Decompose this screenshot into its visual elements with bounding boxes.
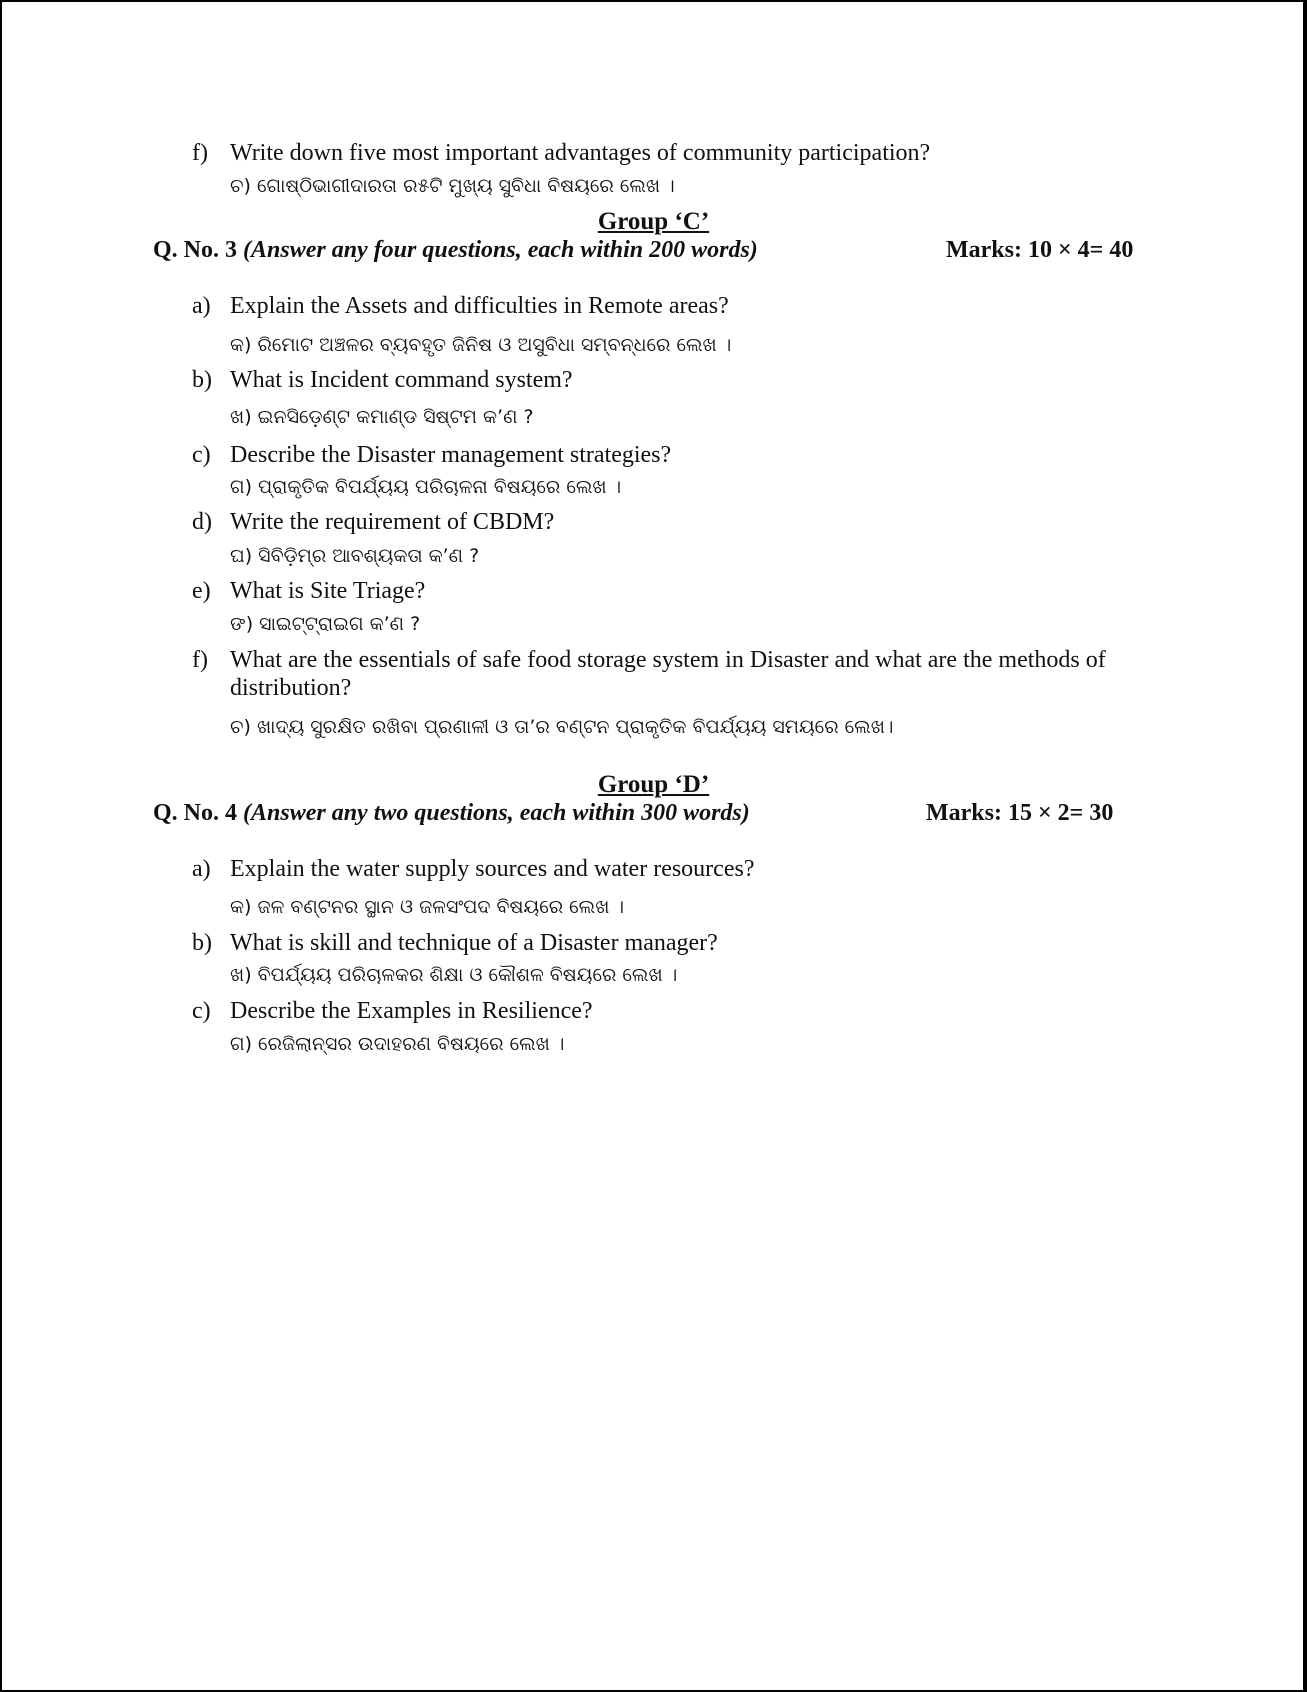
- question-instruction: (Answer any four questions, each within 200 words): [243, 237, 758, 263]
- question-number: Q. No. 4: [153, 800, 237, 826]
- group-d-question-header: [153, 800, 750, 827]
- question-odia: ଘ) ସିବିଡ଼ିମ୍‌ର ଆବଶ୍ୟକତା କ’ଣ ?: [230, 545, 480, 567]
- question-english: Explain the water supply sources and water resources?: [230, 856, 755, 882]
- question-odia: ଚ) ଖାଦ୍ୟ ସୁରକ୍ଷିତ ରଖିବା ପ୍ରଣାଳୀ ଓ ତା’ର ବଣ୍ଟନ ପ୍ରାକୃତିକ ବିପର୍ଯ୍ୟୟ ସମୟରେ ଲେଖ।: [230, 716, 894, 738]
- question-odia: ଚ) ଗୋଷ୍ଠିଭାଗୀଦାରତା ର୫ଟି ମୁଖ୍ୟ ସୁବିଧା ବିଷୟରେ ଲେଖ ।: [230, 175, 675, 197]
- question-odia: କ) ଜଳ ବଣ୍ଟନର ସ୍ଥାନ ଓ ଜଳସଂପଦ ବିଷୟରେ ଲେଖ ।: [230, 896, 625, 918]
- question-label: b): [192, 930, 212, 956]
- question-english: What are the essentials of safe food storage system in Disaster and what are the methods of distribution?: [230, 647, 1106, 701]
- question-odia: ଗ) ରେଜିଲାନ୍ସର ଉଦାହରଣ ବିଷୟରେ ଲେଖ ।: [230, 1033, 565, 1055]
- question-english: Write the requirement of CBDM?: [230, 509, 555, 535]
- question-english: Describe the Disaster management strategies?: [230, 442, 672, 468]
- question-english: What is Site Triage?: [230, 578, 426, 604]
- question-number: Q. No. 3: [153, 237, 237, 263]
- page-border-right: [1303, 0, 1307, 1692]
- question-label: c): [192, 998, 211, 1024]
- question-label: a): [192, 293, 211, 319]
- group-c-marks: Marks: 10 × 4= 40: [946, 237, 1134, 263]
- question-odia: ଖ) ଇନସିଡ଼େଣ୍ଟ କମାଣ୍ଡ ସିଷ୍ଟମ କ’ଣ ?: [230, 406, 534, 428]
- question-label: a): [192, 856, 211, 882]
- question-english: What is Incident command system?: [230, 367, 573, 393]
- group-d-title: Group ‘D’: [597, 771, 710, 798]
- question-label: f): [192, 647, 208, 673]
- question-odia: ଖ) ବିପର୍ଯ୍ୟୟ ପରିଚାଳକର ଶିକ୍ଷା ଓ କୌଶଳ ବିଷୟରେ ଲେଖ ।: [230, 964, 678, 986]
- question-label: e): [192, 578, 211, 604]
- question-label: b): [192, 367, 212, 393]
- question-english: Explain the Assets and difficulties in Remote areas?: [230, 293, 729, 319]
- group-c-question-header: [153, 237, 758, 264]
- question-label: f): [192, 140, 208, 166]
- group-d-marks: Marks: 15 × 2= 30: [926, 800, 1114, 826]
- group-c-title: Group ‘C’: [597, 208, 710, 235]
- question-english: Describe the Examples in Resilience?: [230, 998, 593, 1024]
- question-odia: ଙ) ସାଇଟ୍‌ଟ୍ରାଇଗ କ’ଣ ?: [230, 613, 421, 635]
- question-odia: କ) ରିମୋଟ ଅଞ୍ଚଳର ବ୍ୟବହୃତ ଜିନିଷ ଓ ଅସୁବିଧା ସମ୍ବନ୍ଧରେ ଲେଖ ।: [230, 334, 732, 356]
- question-english: What is skill and technique of a Disaster manager?: [230, 930, 718, 956]
- question-instruction: (Answer any two questions, each within 300 words): [243, 800, 750, 826]
- question-label: d): [192, 509, 212, 535]
- question-label: c): [192, 442, 211, 468]
- question-english: Write down five most important advantages of community participation?: [230, 140, 931, 166]
- question-odia: ଗ) ପ୍ରାକୃତିକ ବିପର୍ଯ୍ୟୟ ପରିଚାଳନା ବିଷୟରେ ଲେଖ ।: [230, 476, 622, 498]
